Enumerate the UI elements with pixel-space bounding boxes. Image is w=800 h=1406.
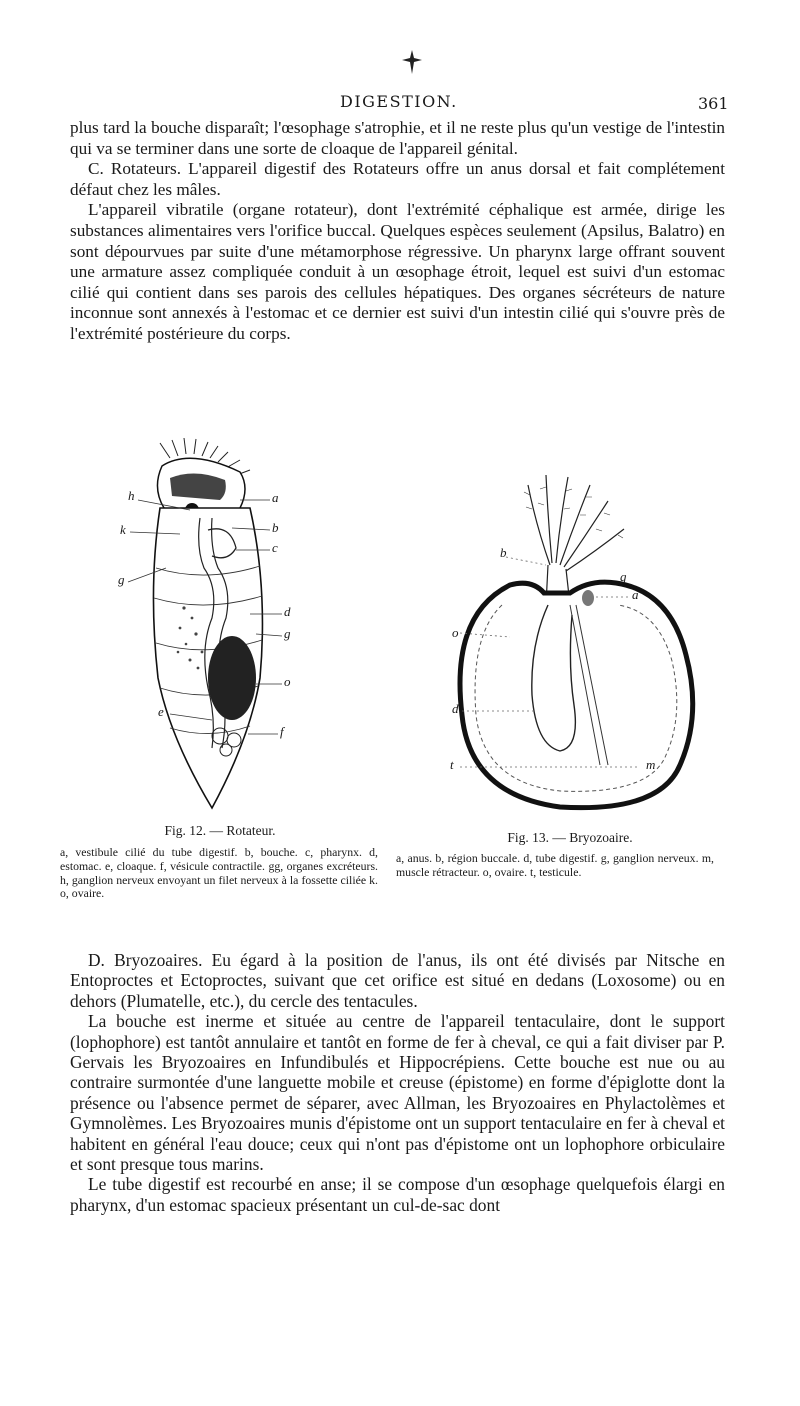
label-k: k bbox=[120, 522, 126, 537]
running-title: DIGESTION. bbox=[340, 92, 458, 111]
top-text-block bbox=[70, 118, 725, 345]
fig12-caption-body: a, vestibule cilié du tube digestif. b, bouche. c, pharynx. d, estomac. e, cloaque. f, vésicule contractile. gg, organes excréteurs. h, ganglion nerveux envoyant un filet nerveux à la fossette ciliée k. o, ovaire. bbox=[60, 845, 378, 901]
paragraph: D. Bryozoaires. Eu égard à la position de l'anus, ils ont été divisés par Nitsche en Entoproctes et Ectoproctes, suivant que cet orifice est situé en dedans (Loxosome) ou en dehors (Plumatelle, etc.), du cercle des tentacules. bbox=[70, 950, 725, 1011]
fig13-caption-title: Fig. 13. — Bryozoaire. bbox=[507, 830, 633, 845]
fig12-caption-title: Fig. 12. — Rotateur. bbox=[164, 823, 276, 838]
label-b: b bbox=[272, 520, 279, 535]
label-g: g bbox=[620, 569, 627, 584]
label-t: t bbox=[450, 757, 454, 772]
label-h: h bbox=[128, 488, 135, 503]
ornament-icon bbox=[397, 48, 427, 78]
paragraph: Le tube digestif est recourbé en anse; il se compose d'un œsophage quelquefois élargi en pharynx, d'un estomac spacieux présentant un cul-de-sac dont bbox=[70, 1174, 725, 1215]
label-o: o bbox=[284, 674, 291, 689]
label-d: d bbox=[452, 701, 459, 716]
bottom-text-block bbox=[70, 950, 725, 1215]
label-e: e bbox=[158, 704, 164, 719]
paragraph: C. Rotateurs. L'appareil digestif des Rotateurs offre un anus dorsal et fait complétement défaut chez les mâles. bbox=[70, 159, 725, 199]
bryozoan-illustration bbox=[440, 465, 720, 820]
label-b: b bbox=[500, 545, 507, 560]
label-a: a bbox=[272, 490, 279, 505]
page-number: 361 bbox=[698, 94, 729, 113]
rotifer-illustration bbox=[100, 438, 330, 818]
paragraph: L'appareil vibratile (organe rotateur), dont l'extrémité céphalique est armée, dirige les substances alimentaires vers l'orifice buccal. Quelques espèces seulement (Apsilus, Balatro) en sont dépourvues par suite d'une métamorphose régressive. Un pharynx large offrant souvent une armature assez compliquée conduit à un œsophage étroit, lequel est suivi d'un estomac cilié qui contient dans ses parois des cellules hépatiques. Des organes sécréteurs de nature inconnue sont annexés à l'estomac et ce dernier est suivi d'un intestin cilié qui s'ouvre près de l'extrémité postérieure du corps. bbox=[70, 200, 725, 343]
label-f: f bbox=[280, 724, 284, 739]
paragraph: La bouche est inerme et située au centre de l'appareil tentaculaire, dont le support (lophophore) est tantôt annulaire et tantôt en forme de fer à cheval, ce qui a fait diviser par P. Gervais les Bryozoaires en Infundibulés et Hippocrépiens. Cette bouche est nue ou au contraire surmontée d'une languette mobile et creuse (épistome) en forme d'épiglotte dont la présence ou l'absence permet de séparer, avec Allman, les Bryozoaires en Phylactolèmes et Gymnolèmes. Les Bryozoaires munis d'épistome ont un support tentaculaire en fer à cheval et habitent en général l'eau douce; ceux qui n'ont pas d'épistome ont un lophophore orbiculaire et sont presque tous marins. bbox=[70, 1011, 725, 1175]
label-d: d bbox=[284, 604, 291, 619]
label-g-left: g bbox=[118, 572, 125, 587]
running-head bbox=[0, 92, 800, 114]
paragraph: plus tard la bouche disparaît; l'œsophage s'atrophie, et il ne reste plus qu'un vestige de l'intestin qui va se terminer dans une sorte de cloaque de l'appareil génital. bbox=[70, 118, 725, 158]
label-g-right: g bbox=[284, 626, 291, 641]
label-c: c bbox=[272, 540, 278, 555]
label-a: a bbox=[632, 587, 639, 602]
fig13-caption-body: a, anus. b, région buccale. d, tube digestif. g, ganglion nerveux. m, muscle rétracteur. o, ovaire. t, testicule. bbox=[396, 851, 714, 879]
figure-rotateur bbox=[100, 438, 330, 818]
label-o: o bbox=[452, 625, 459, 640]
figure-bryozoaire bbox=[440, 465, 720, 820]
label-m: m bbox=[646, 757, 656, 772]
